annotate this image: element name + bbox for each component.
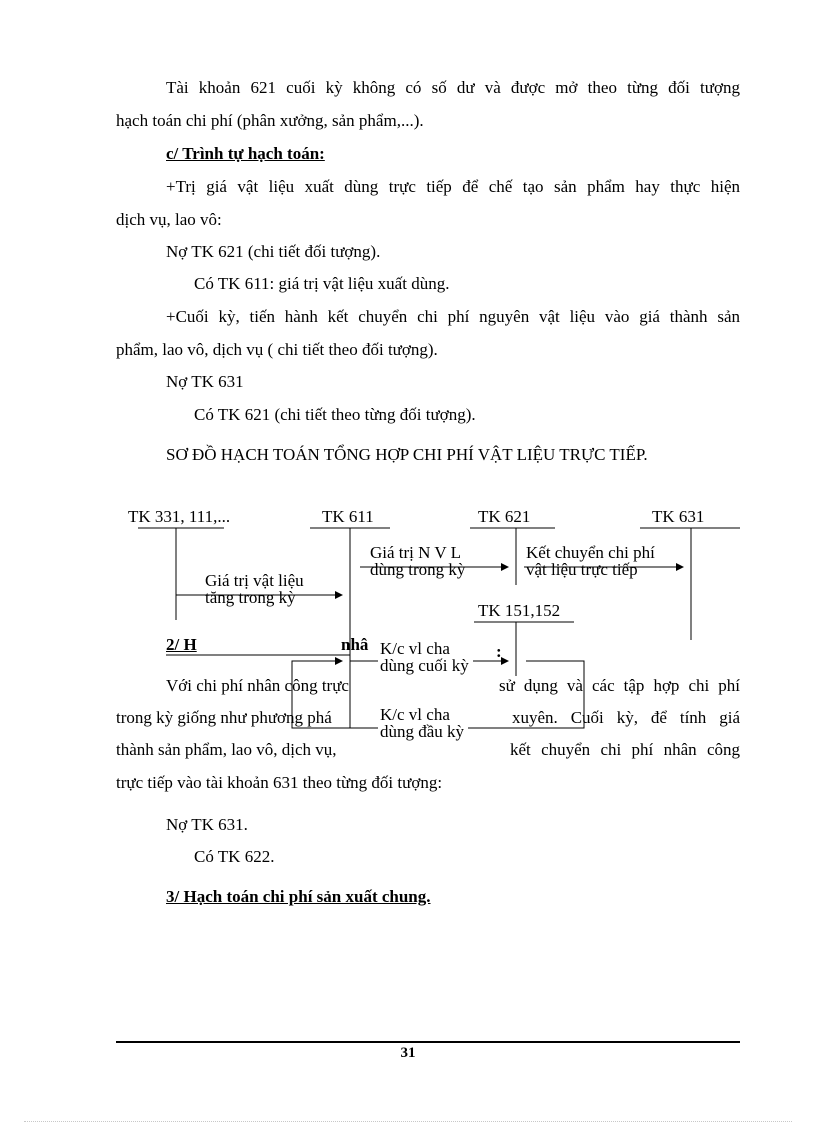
journal-entry-debit: Nợ TK 621 (chi tiết đối tượng). <box>166 242 381 261</box>
journal-entry-credit: Có TK 621 (chi tiết theo từng đối tượng). <box>194 405 476 424</box>
paragraph-line: +Cuối kỳ, tiến hành kết chuyển chi phí nguyên vật liệu vào giá thành sản <box>166 307 740 326</box>
section-heading-c: c/ Trình tự hạch toán: <box>166 144 325 163</box>
journal-entry-credit: Có TK 611: giá trị vật liệu xuất dùng. <box>194 274 450 293</box>
label-dung-trong-ky: Giá trị N V L dùng trong kỳ <box>370 543 466 579</box>
paragraph-line: hạch toán chi phí (phân xưởng, sản phẩm,...). <box>116 111 424 130</box>
paragraph-line: trực tiếp vào tài khoản 631 theo từng đối tượng: <box>116 773 443 792</box>
section-heading-3: 3/ Hạch toán chi phí sản xuất chung. <box>166 887 431 906</box>
section2-heading-mid: nhâ <box>341 635 369 654</box>
section2-line3-right: kết chuyển chi phí nhân công <box>510 740 740 759</box>
account-tk331: TK 331, 111,... <box>128 507 231 526</box>
diagram-title: SƠ ĐỒ HẠCH TOÁN TỔNG HỢP CHI PHÍ VẬT LIỆU TRỰC TIẾP. <box>166 445 648 464</box>
section2-heading-left: 2/ H <box>166 635 197 654</box>
journal-entry-debit: Nợ TK 631 <box>166 372 244 391</box>
paragraph-line: phẩm, lao vô, dịch vụ ( chi tiết theo đối tượng). <box>116 340 438 359</box>
account-tk151-152: TK 151,152 <box>478 601 561 620</box>
account-tk611: TK 611 <box>322 507 374 526</box>
page-number: 31 <box>400 1045 416 1061</box>
label-kc-cuoi-ky: K/c vl cha dùng cuối kỳ <box>378 640 473 674</box>
section2-line2-right: xuyên. Cuối kỳ, để tính giá <box>512 708 740 727</box>
journal-entry-credit: Có TK 622. <box>194 847 275 866</box>
page-bottom-edge <box>24 1121 792 1122</box>
label-tang-trong-ky: Giá trị vật liệu tăng trong kỳ <box>205 571 304 607</box>
label-kc-dau-ky: K/c vl cha dùng đầu kỳ <box>378 706 468 740</box>
section2-line2-left: trong kỳ giống như phương phá <box>116 708 332 727</box>
footer-rule <box>116 1041 740 1043</box>
section2-line1-right: sử dụng và các tập hợp chi phí <box>499 676 740 695</box>
section2-line3-left: thành sản phẩm, lao vô, dịch vụ, <box>116 740 337 759</box>
account-tk631: TK 631 <box>652 507 705 526</box>
section2-line1-left: Với chi phí nhân công trực <box>166 676 349 695</box>
section2-heading-end: : <box>496 642 502 661</box>
paragraph-line: Tài khoản 621 cuối kỳ không có số dư và được mở theo từng đối tượng <box>166 78 740 97</box>
label-ket-chuyen: Kết chuyển chi phí vật liệu trực tiếp <box>526 543 655 579</box>
account-tk621: TK 621 <box>478 507 531 526</box>
journal-entry-debit: Nợ TK 631. <box>166 815 248 834</box>
paragraph-line: dịch vụ, lao vô: <box>116 210 222 229</box>
paragraph-line: +Trị giá vật liệu xuất dùng trực tiếp để chế tạo sản phẩm hay thực hiện <box>166 177 740 196</box>
